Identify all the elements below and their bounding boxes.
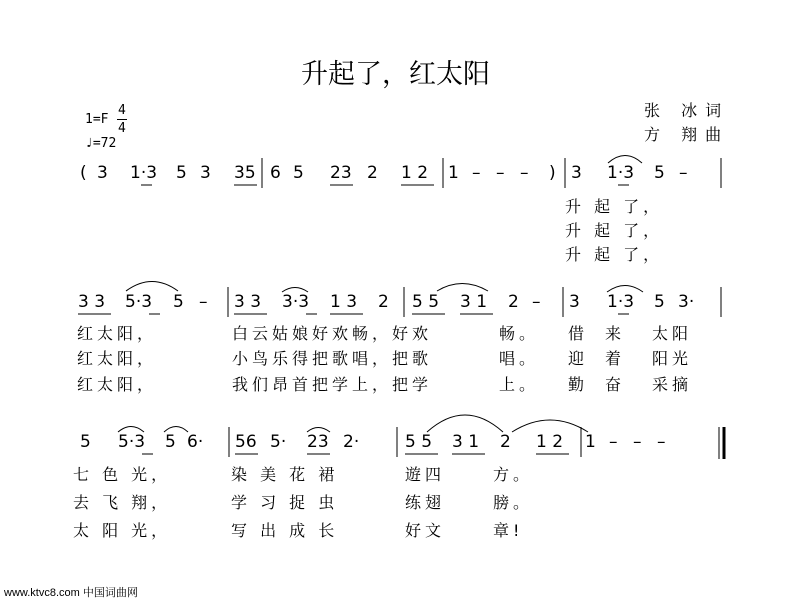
lyric-1-7: 小鸟乐得把歌唱，把歌 bbox=[232, 349, 433, 368]
note-2-12: 1 bbox=[585, 432, 596, 452]
composer-credit: 方 翔曲 bbox=[644, 125, 730, 144]
lyric-1-5: 太阳 bbox=[652, 324, 693, 343]
note-0-13: – bbox=[496, 163, 505, 183]
lyric-1-1: 白云姑娘好欢畅，好欢 bbox=[232, 324, 433, 343]
note-0-10: 1 2 bbox=[401, 163, 429, 183]
lyric-0-1: 升 起 了， bbox=[565, 221, 664, 240]
lyric-2-9: 写 出 成 长 bbox=[231, 521, 339, 540]
note-0-19: – bbox=[679, 163, 688, 183]
note-2-4: 56 bbox=[235, 432, 257, 452]
note-0-8: 23 bbox=[330, 163, 352, 183]
note-1-4: 3 3 bbox=[234, 292, 262, 312]
note-2-6: 23 bbox=[307, 432, 329, 452]
note-1-9: 3 1 bbox=[460, 292, 488, 312]
note-0-6: 6 bbox=[270, 163, 281, 183]
note-1-2: 5 bbox=[173, 292, 184, 312]
lyricist-credit: 张 冰词 bbox=[644, 101, 730, 120]
note-2-15: – bbox=[657, 432, 666, 452]
lyric-0-0: 升 起 了， bbox=[565, 197, 664, 216]
note-0-11: 1 bbox=[448, 163, 459, 183]
note-2-11: 1 2 bbox=[536, 432, 564, 452]
slur bbox=[608, 156, 642, 164]
slur bbox=[307, 428, 330, 433]
note-0-14: – bbox=[520, 163, 529, 183]
lyric-1-11: 阳光 bbox=[652, 349, 693, 368]
time-signature-top: 4 bbox=[118, 103, 126, 118]
slur bbox=[512, 420, 588, 432]
note-1-8: 5 5 bbox=[412, 292, 440, 312]
note-2-10: 2 bbox=[500, 432, 511, 452]
note-1-15: 3· bbox=[678, 292, 695, 312]
lyric-1-15: 勤 bbox=[568, 375, 589, 394]
lyric-2-11: 章! bbox=[493, 521, 524, 540]
note-2-3: 6· bbox=[187, 432, 204, 452]
note-2-2: 5 bbox=[165, 432, 176, 452]
site-footer: www.ktvc8.com 中国词曲网 bbox=[4, 587, 138, 599]
slur bbox=[437, 284, 488, 292]
lyric-1-2: 畅。 bbox=[499, 324, 540, 343]
lyric-2-7: 膀。 bbox=[493, 493, 534, 512]
lyric-2-5: 学 习 捉 虫 bbox=[231, 493, 339, 512]
note-1-12: 3 bbox=[569, 292, 580, 312]
note-0-12: – bbox=[472, 163, 481, 183]
note-2-1: 5·3 bbox=[118, 432, 146, 452]
note-2-13: – bbox=[609, 432, 618, 452]
lyric-2-8: 太 阳 光， bbox=[73, 521, 172, 540]
note-0-18: 5 bbox=[654, 163, 665, 183]
note-1-14: 5 bbox=[654, 292, 665, 312]
lyric-1-9: 迎 bbox=[568, 349, 589, 368]
note-1-6: 1 3 bbox=[330, 292, 358, 312]
note-0-7: 5 bbox=[293, 163, 304, 183]
note-0-9: 2 bbox=[367, 163, 378, 183]
lyric-1-16: 奋 bbox=[605, 375, 626, 394]
note-1-1: 5·3 bbox=[125, 292, 153, 312]
note-2-8: 5 5 bbox=[405, 432, 433, 452]
time-signature-bottom: 4 bbox=[118, 121, 126, 136]
lyric-1-8: 唱。 bbox=[499, 349, 540, 368]
note-1-7: 2 bbox=[378, 292, 389, 312]
slur bbox=[427, 415, 503, 432]
note-0-16: 3 bbox=[571, 163, 582, 183]
slur bbox=[126, 282, 178, 292]
note-0-1: 3 bbox=[97, 163, 108, 183]
lyric-2-10: 好文 bbox=[405, 521, 446, 540]
note-0-2: 1·3 bbox=[130, 163, 158, 183]
slur bbox=[282, 288, 308, 293]
note-2-5: 5· bbox=[270, 432, 287, 452]
note-1-10: 2 bbox=[508, 292, 519, 312]
note-1-11: – bbox=[532, 292, 541, 312]
lyric-1-3: 借 bbox=[568, 324, 589, 343]
tempo-marking: ♩=72 bbox=[85, 136, 117, 151]
lyric-1-17: 采摘 bbox=[652, 375, 693, 394]
lyric-1-6: 红太阳， bbox=[77, 349, 158, 368]
lyric-1-12: 红太阳， bbox=[77, 375, 158, 394]
slur bbox=[118, 427, 144, 433]
note-0-15: ) bbox=[549, 163, 556, 183]
slur bbox=[164, 427, 188, 433]
lyric-1-10: 着 bbox=[605, 349, 626, 368]
lyric-2-3: 方。 bbox=[493, 465, 534, 484]
lyric-2-6: 练翅 bbox=[405, 493, 446, 512]
lyric-0-2: 升 起 了， bbox=[565, 245, 664, 264]
lyric-2-2: 遊四 bbox=[405, 465, 446, 484]
slur bbox=[607, 286, 643, 293]
note-1-13: 1·3 bbox=[607, 292, 635, 312]
note-1-0: 3 3 bbox=[78, 292, 106, 312]
lyric-1-14: 上。 bbox=[499, 375, 540, 394]
note-0-17: 1·3 bbox=[607, 163, 635, 183]
lyric-2-1: 染 美 花 裙 bbox=[231, 465, 339, 484]
lyric-1-4: 来 bbox=[605, 324, 626, 343]
note-2-7: 2· bbox=[343, 432, 360, 452]
lyric-2-0: 七 色 光， bbox=[73, 465, 172, 484]
note-1-3: – bbox=[199, 292, 208, 312]
lyric-2-4: 去 飞 翔， bbox=[73, 493, 172, 512]
note-0-3: 5 bbox=[176, 163, 187, 183]
lyric-1-0: 红太阳， bbox=[77, 324, 158, 343]
note-1-5: 3·3 bbox=[282, 292, 310, 312]
note-2-14: – bbox=[633, 432, 642, 452]
note-0-0: ( bbox=[80, 163, 87, 183]
song-title: 升起了，红太阳 bbox=[301, 59, 490, 90]
lyric-1-13: 我们昂首把学上，把学 bbox=[232, 375, 433, 394]
key-signature: 1=F bbox=[85, 112, 109, 127]
note-0-4: 3 bbox=[200, 163, 211, 183]
note-2-0: 5 bbox=[80, 432, 91, 452]
note-2-9: 3 1 bbox=[452, 432, 480, 452]
note-0-5: 35 bbox=[234, 163, 256, 183]
